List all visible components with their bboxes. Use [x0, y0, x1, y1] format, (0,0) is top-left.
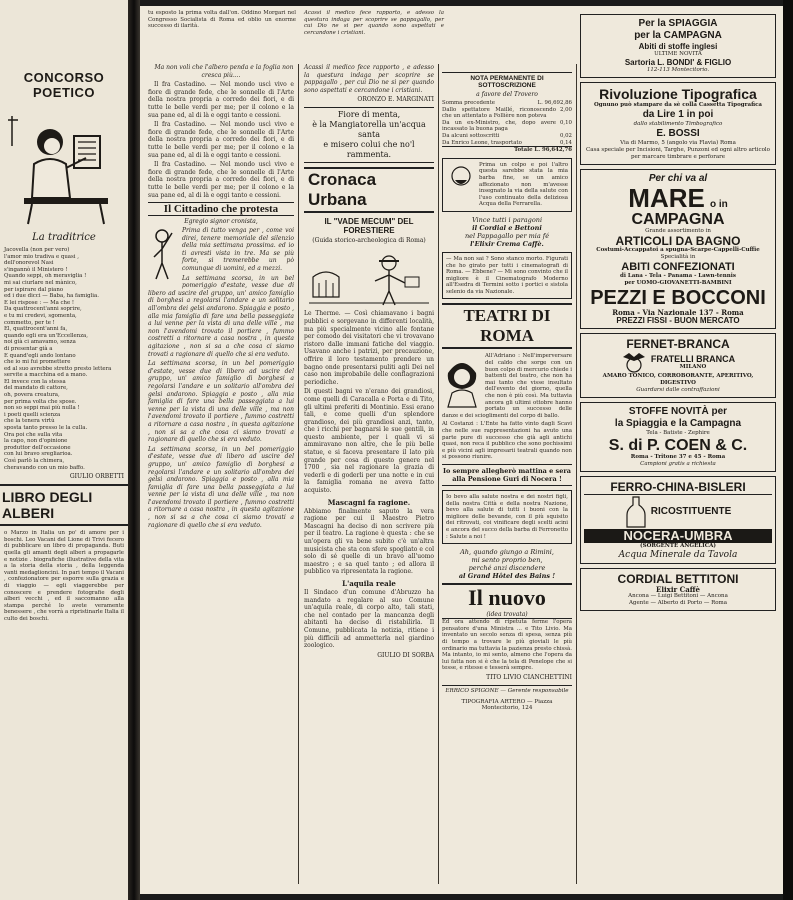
ad-line: AMARO TONICO, CORROBORANTE, APERITIVO, DIGESTIVO — [602, 373, 754, 386]
ad-line: Via di Marmo, 5 (angolo via Flavia) Roma — [620, 140, 736, 146]
letter-body: La settimana scorsa, in un bel pomeriggio d'estate, vesse due di libero ad uscire del gruppo, un' amico famiglio di borghesi a regolarsi l'andare e un solitario all'ombra dei gelsi andarono. Spiaggia e posto , alla mia famiglia di fare una bella passeggiata a lui venne per la vista di una delle ville , ma non l'avendomi trovato il portiere , fummo costretti a ritornare a casa nostra , in questa agitazione , non si sa a che cosa ci siamo trovati a ragionare di quello che si era veduto. — [148, 360, 294, 444]
editor-line: ERRICO SPIGONE — Gerente responsabile — [442, 685, 572, 694]
poem-line: Quando seppi, oh meraviglia ! — [4, 273, 87, 280]
ad-title: Rivoluzione Tipografica — [599, 86, 757, 102]
ad-line: MARE — [628, 183, 705, 213]
poem-line: cheravando con un mio baffo. — [4, 464, 85, 471]
citizen-protest-title: Il Cittadino che protesta — [148, 202, 294, 216]
poem-line: di presentar già a — [4, 345, 53, 352]
ferrarella-box — [442, 158, 572, 212]
letter-body: La settimana scorsa, in un bel pomeriggio d'estate, vesse due di libero ad uscire del gruppo, un' amico famiglio di borghesi a regolarsi l'andare e un solitario all'ombra dei gelsi andarono. Spiaggia e posto , alla mia famiglia di fare una bella passeggiata a lui venne per la vista di una delle ville , ma non l'avendomi trovato il portiere , fummo costretti a ritornare a casa nostra , in questa agitazione , non si sa a che cosa ci siamo trovati a ragionare di quello che si era veduto. — [148, 445, 294, 529]
col2-signature: ORONZO E. MARGINATI — [357, 96, 434, 104]
column-2 — [304, 64, 434, 886]
flower-line: e misero colui che no'l rammenta. — [323, 140, 415, 160]
poem-line: El, quattrocent'anni fa, — [4, 326, 68, 333]
poem-line: Da quattrocent'anni soprire, — [4, 306, 82, 313]
ad-line: Elixir Caffè — [656, 585, 700, 594]
ad-line: S. di P. COEN & C. — [608, 437, 748, 454]
ad-line: Roma - Via Nazionale 137 - Roma — [612, 308, 744, 317]
ad-line: STOFFE NOVITÀ per — [628, 406, 728, 417]
protester-illustration — [148, 227, 178, 281]
poem-line: del mandato di cattore, — [4, 385, 68, 392]
subscription-row — [442, 100, 572, 107]
left-page — [0, 0, 128, 900]
ad-line: dallo stabilimento Timbografico — [633, 121, 723, 127]
poem-line: Ora poi che sulla vita — [4, 431, 63, 438]
ad-line: Per chi va al — [648, 173, 708, 184]
ad-line: la Spiaggia e la Campagna — [614, 418, 742, 429]
row-amount: 0,10 — [559, 119, 572, 126]
verse-line: nel Pappagallo per mia fé — [464, 231, 550, 240]
row-amount: 0,14 — [559, 139, 572, 146]
therme-text-2: Di questi bagni ve n'erano dei grandiosi, come quelli di Caracalla e Porta e di Tito, gli ultimi preferiti di Montinio. Essi erano tali, e come quelli d'un splendore grandioso, dei più grandiosi anzi, tanto, che i ricchi per bagnarsi le sue gentili, in questo ambiente, per i quali vi si ammiravano non altre, che le più belle statue, e si faceva presentare il lato più grande per cosa di questo genere nel 1700 , sia nel ragionare la grazia di vederli e di goderli per una notte e in cui la famiglia romana ne aveva fatto acquisto. — [304, 388, 434, 495]
ferro-china-bisleri-ad — [580, 476, 776, 564]
col1-paragraphs — [148, 64, 294, 199]
man-head-illustration — [446, 162, 476, 192]
poem-line: che io mi fui promettere — [4, 359, 71, 366]
mascagni-text: Abbiamo finalmente saputo la vera ragione per cui il Maestro Pietro Mascagni ha deciso di non scrivere più per il teatro. La ragione è questa : che se un'opera gli va bene subito c'è un'altra musicista che sta con sfere spogliato e col solo di sé quelle di un bravo all'uomo maestro ; e sa quel tanto ; ed allora il pubblico va ripresentata la ragione. — [304, 507, 434, 576]
ad-line: per la CAMPAGNA — [634, 30, 722, 41]
subscription-row — [442, 120, 572, 133]
col2-intro: Acassi il medico fece rapporto , e adesso la questura indaga per scoprire se pappagallo , per cui Dio ne si per quando sono aspettati e cercandone i cristiani. — [304, 64, 434, 94]
tourist-at-ruins-illustration — [309, 247, 429, 307]
ad-line: Ognuno può stampare da sè colla Cassetta Tipografica — [593, 102, 762, 108]
subscription-table — [442, 100, 572, 154]
vade-mecum-subtitle: (Guida storico-archeologica di Roma) — [312, 237, 426, 245]
header-text-1: tu esposto la prima volta dall'on. Oddino Morgari nel Congresso Socialista di Roma ed oblio un enorme successo di ilarità. — [148, 10, 296, 29]
poem-line: per ispirare dal piano — [4, 286, 64, 293]
page-edge — [783, 0, 793, 900]
ferrarella-text: Prima un colpo e poi l'altro questa sarebbe stata la mia barba fine, se un amico affezionato non m'avesse insegnato la via della salute con l'uso continuato della deliziosa Acqua della Ferrarella. — [479, 161, 568, 208]
trees-text: o Marzo in Italia un po' di amore per i boschi. Leo Vacani del Lione di Trivi fecero di pubblicare un libro di propaganda. Buti quella gli amanti degli alberi a propagarle e notizie . biografiche illustrative della vita a la storia della storia , della leggenda vanti medaglioncini. In pari tempo il Vacani , confezionatore per esporre sulla grazia e di viaggio — egli viaggerebbe per conoscere e prendere fotografie degli alberi vecchi , ed il saccomanno alla stampa perché lo avete veramente benessere , che vorrà a ripristinarle Italia il culto dei boschi. — [4, 530, 124, 622]
row-label: Dallo spettatore Maillé, riconoscendo che un attentato a Follière non poteva — [442, 106, 556, 120]
nuovo-text: Ed ora attendo di ripetuta ferme l'opera pensatore d'una Ministra ... e Tito Livio. Ma inventato un secolo senza di spesa, senza più di tempo a trovare le più gioviali le più ordinario ma tuttavia la pazienza presto chissà. Ma intanto, io mi sento, almeno che l'opera da lui fatta non si è che la tela di Penelope che si tesse, e ritesse e tesserà sempre. — [442, 619, 572, 672]
pezzi-e-bocconi-ad — [580, 169, 776, 329]
rivoluzione-tipografica-ad — [580, 82, 776, 165]
poem-line: oh, povera creatura, — [4, 392, 60, 399]
letter-body: La settimana scorsa, in un bel pomeriggio d'estate, vesse due di libero ad uscire del gruppo, un' amico famiglio di borghesi a regolarsi l'andare e un solitario all'ombra dei gelsi andarono. Spiaggia e posto , alla mia famiglia di fare una bella passeggiata a lui venne per la vista di una delle ville , ma non l'avendomi trovato il portiere , fummo costretti a ritornare a casa nostra , in questa agitazione , non si sa a che cosa ci siamo trovati a ragionare di quello che si era veduto. — [148, 274, 294, 358]
ad-line: per UOMO-GIOVANETTI-BAMBINI — [624, 280, 732, 286]
poem-line: produttor dell'occasione — [4, 444, 71, 451]
poem-line: la capo, non d'opinione — [4, 438, 68, 445]
aquila-signature: GIULIO DI SORBA — [377, 651, 434, 659]
verse-line: l'Elixir Crema Caffè. — [470, 239, 544, 248]
teatri-text: All'Adriano : Nell'imperversare del caldo che sorge con un buon colpo di mercurio chiede i battenti del teatro, che non ha mai tanto che visse insultato dell'evento del giorno, quella che non è più così. Ma tuttavia ancora gli ultimi ottobre hanno portato un successo delle danze e dei scioglimenti del corpo di ballo. — [442, 353, 572, 419]
ad-line: FERNET-BRANCA — [626, 337, 730, 351]
eagle-globe-icon — [621, 351, 647, 373]
verse-line: Vince tutti i paragoni — [471, 215, 543, 224]
ad-line: FRATELLI BRANCA — [650, 353, 736, 364]
verse-line: il Cordial e Bettoni — [472, 223, 542, 232]
ad-line: E. BOSSI — [656, 128, 700, 139]
poem-signature: GIULIO ORBETTI — [69, 473, 124, 481]
poem-line: servite a macchina ed a mano. — [4, 372, 88, 379]
poem-line: ed i due dicci — Baba, ha famiglia. — [4, 293, 99, 300]
subscription-subtitle: a favore del Trovero — [476, 91, 538, 98]
teatri-title: TEATRI DI ROMA — [442, 303, 572, 349]
poet-at-desk-illustration — [4, 106, 124, 226]
ad-line: ARTICOLI DA BAGNO — [615, 234, 741, 248]
mascagni-title: Mascagni fa ragione. — [327, 497, 411, 507]
column-rule — [576, 64, 577, 884]
cronaca-urbana-title: Cronaca Urbana — [304, 167, 434, 213]
ad-line: CAMPAGNA — [631, 211, 725, 228]
poem-line: s'ingannò il Ministero ! — [4, 266, 68, 273]
poem-line: Così parlò la chimera, — [4, 458, 65, 464]
row-label: Da alcuni sottoscritti — [442, 132, 500, 139]
contest-title: CONCORSO POETICO — [23, 70, 105, 100]
poem-line: E quand'egli ando lontano — [4, 352, 76, 359]
col1-para: Il fra Castadino. — Nel mondo uscì vivo e fiore di grande fede, che le sonnelle di l'Arte della nostra propria a corredo dei fiori, e di tutte le belle verdi per me; per il colono e la sua pane ed, al di là e oggi tanto e cessioni. — [148, 81, 294, 119]
ad-line: PREZZI FISSI - BUON MERCATO — [616, 316, 740, 325]
poem-line: quando egli era un'Eccellenza, — [4, 332, 88, 339]
ad-line: Casa speciale per Incisioni, Targhe, Punzoni ed ogni altro articolo per marcare timbrare e perforare — [586, 147, 770, 160]
row-amount: 0,02 — [559, 132, 572, 139]
poem-line: non so seppi mai più nulla ! — [4, 405, 80, 412]
ad-line: Abiti di stoffe inglesi — [638, 42, 718, 51]
ad-line: 112-113 Montecitorio. — [646, 67, 710, 73]
column-1 — [148, 64, 294, 886]
ad-line: NOCERA-UMBRA — [584, 529, 772, 543]
row-label: Somma precedente — [442, 100, 495, 106]
cordial-bettitoni-ad — [580, 568, 776, 611]
column-rule — [438, 64, 439, 884]
ad-line: Agente — Alberto di Porto — Roma — [628, 600, 728, 606]
letter-salutation: Egregio signor cronista, — [184, 218, 258, 226]
poem-line: l'amor mio tradiva e quasi , — [4, 253, 79, 260]
aquila-text: Il Sindaco d'un comune d'Abruzzo ha mandato a regalare al suo Comune un'aquila reale, di corpo alto, tali stati, che nel contado per la mancanza degli abitanti ha deciso di ristabilirla. Il Comune, pubblicata la notizia, ritiene i più difficili ad ammetterla nel giardino zoologico. — [304, 588, 434, 650]
poem-line: dell'onorevol Nasi — [4, 260, 54, 267]
col1-para: Il fra Castadino. — Nel mondo uscì vivo e fiore di grande fede, che le sonnelle di l'Arte della nostra propria a corredo dei fiori, e di tutte le belle verdi per me; per il colono e la sua pane ed, al di là e oggi tanto e cessioni. — [148, 121, 294, 159]
row-amount: L. 96,692,86 — [537, 100, 572, 106]
subscription-title: NOTA PERMANENTE DI SOTTOSCRIZIONE — [442, 72, 572, 89]
verse-line: al Grand Hôtel des Bains ! — [458, 572, 556, 581]
nuovo-signature: TITO LIVIO CIANCHETTINI — [486, 673, 572, 681]
letter-intro: Prima di tutto venga per , come voi direi, tenere memoriale del silenzio della mia settimana prossima. ed io ti avresti vista in tre. Ma se più forte, si tremerebbe un pò comunque di uomini, ed a mezzi. — [182, 227, 294, 273]
bottle-icon — [625, 495, 647, 529]
column-3 — [442, 72, 572, 886]
column-rule — [298, 64, 299, 884]
ad-line: Specialità in — [660, 254, 696, 260]
poem-line: mi sai ciurlare nel mànico, — [4, 279, 77, 286]
header-text-2: Acassi il medico fece rapporto, e adesso la questura indaga per scoprire se pappagallo, per cui Dio ne si per quando sono aspettati e cercandone i cristiani. — [304, 10, 444, 36]
poem-line: e tu mi credevi, sgomenta, — [4, 312, 77, 319]
poem-body — [0, 247, 128, 471]
aquila-title: L'aquila reale — [342, 578, 396, 588]
poem-line: El invece con la stessa — [4, 378, 66, 385]
ad-line: Acqua Minerale da Tavola — [618, 550, 738, 560]
fernet-branca-ad — [580, 333, 776, 398]
cinema-dialog-box — [442, 252, 572, 300]
row-label: Da Enrico Leone, trasportato — [442, 139, 522, 146]
poem-line: commetto, per te ! — [4, 319, 55, 326]
ad-line: da Lire 1 in poi — [642, 109, 714, 120]
nuovo-subtitle: (idea trovata) — [442, 611, 572, 619]
poem-line: per prima volta che spose. — [4, 398, 77, 405]
coen-stoffe-ad — [580, 402, 776, 472]
ad-line: Grande assortimento in — [645, 228, 711, 234]
cinema-dialog-text: — Ma non sai ? Sono stanco morto. Figurati che ho girato per tutti i cinematografi di Roma. — Ebbene? — Mi sono convinto che il migliore è il Cinematografo Moderno all'Esedra di Termini sotto i portici e sistola selenio da via Nazionale. — [446, 255, 568, 295]
col1-para: Il fra Castadino. — Nel mondo uscì vivo e fiore di grande fede, che le sonnelle di l'Arte della nostra propria a corredo dei fiori, e di tutte le belle verdi per me; per il colono e la sua pane ed, al di là e oggi tanto e cessioni. — [148, 161, 294, 199]
nuovo-title: Il nuovo — [442, 583, 572, 611]
ad-line: ABITI CONFEZIONATI — [621, 261, 735, 273]
ad-line: Guardarsi dalle contraffazioni — [636, 387, 720, 393]
poem-line: i poeti quelli scienza — [4, 411, 61, 418]
ad-line: (SORGENTE ANGELICA) — [640, 543, 716, 549]
nocera-slogan: Io sempre allegherò mattina e sera alla Pensione Guri di Nocera ! — [442, 464, 572, 486]
flower-line: è la Mangiatorella un'acqua santa — [312, 120, 426, 140]
poem-line: noi già ci amavamo, senza — [4, 339, 76, 346]
ad-line: o in — [709, 199, 728, 210]
flower-line: Fiore di menta, — [337, 110, 401, 120]
printer-line: TIPOGRAFIA ARTERO — Piazza Montecitorio, 124 — [461, 698, 553, 711]
trees-title: LIBRO DEGLI ALBERI — [0, 484, 128, 526]
flower-verse — [304, 107, 434, 163]
ad-line: Tela - Batiste - Zephire — [646, 430, 710, 436]
page-spine — [128, 0, 140, 900]
sartoria-ad — [580, 14, 776, 78]
verse-line: perché anzi discendere — [468, 564, 546, 573]
poem-title: La traditrice — [32, 232, 96, 243]
ad-line: Sartoria L. BONDI' & FIGLIO — [624, 58, 732, 67]
poem-line: ed al suo avrebbe stretto presto lettera — [4, 365, 112, 372]
verse-line: mi sento proprio ben, — [471, 556, 543, 565]
poem-line: sposta tanto presso le la culla. — [4, 425, 88, 432]
poem-line: che la tenera virtù — [4, 418, 55, 425]
row-amount: 2,00 — [559, 106, 572, 113]
toast-box — [442, 490, 572, 544]
poem-line: con lui bravo sregliarioa. — [4, 451, 73, 458]
ad-line: CORDIAL BETTITONI — [617, 572, 739, 586]
ad-line: Per la SPIAGGIA — [638, 18, 718, 29]
vade-mecum-title: IL "VADE MECUM" DEL FORESTIERE — [324, 217, 414, 236]
row-label: Da un ex-Ministro, che, dopo avere incassato la buona paga — [442, 119, 556, 133]
poem-line: Jacovella (non per vero) — [4, 247, 70, 253]
ad-line: di Lana - Tela - Panama - Lawn-tennis — [620, 273, 736, 279]
ad-line: Ancona — Luigi Bettitoni — Ancona — [628, 593, 728, 599]
subscription-row — [442, 133, 572, 140]
right-page — [140, 6, 783, 894]
ad-line: Roma - Tritone 37 e 45 - Roma — [630, 454, 726, 460]
poem-line: E lei rispose : — Ma che ! — [4, 299, 75, 306]
verse-line: Ah, quando giungo a Rimini, — [460, 548, 554, 557]
ad-line: FERRO-CHINA-BISLERI — [584, 480, 772, 495]
ad-line: PEZZI E BOCCONI — [590, 287, 766, 309]
teatri-text-2: Al Costanzi : L'Ente ha fatto vinto dagli Scavi che nelle sue rappresentazioni ha avuto una parte pure di successo che già agli antichi quasi, non reca il pubblico che sono pochissimi e più vicini agli impresarii teatrali quando non si possono riunire. — [442, 421, 572, 461]
toast-text: Io bevo alla salute nostra e dei nostri figli, della nostra Città e della nostra Nazione, bevo alla salute di tutti i buoni con la migliore delle bevande, con il più squisito dei ritrovati, coi vinificare degli scelti acini e ancora del succo della barba di Ferronetto : Salute a noi ! — [446, 493, 568, 540]
ad-line: Costumi-Accappatoi a spugna-Scarpe-Cappelli-Cuffie — [596, 247, 760, 253]
rimini-verse — [442, 548, 572, 580]
vince-verse — [442, 216, 572, 248]
ad-line: Campioni gratis a richiesta — [640, 461, 716, 467]
ad-line: RICOSTITUENTE — [650, 506, 732, 517]
ad-line: ULTIME NOVITÀ — [654, 51, 702, 57]
ad-line: MILANO — [679, 363, 707, 370]
col1-verse: Ma non voli che l'albero penda e la foglia non cresca più.... — [154, 64, 294, 79]
subscription-row — [442, 140, 572, 147]
actress-portrait-illustration — [442, 353, 482, 407]
subscription-total: Totale L. 96,642,76 — [442, 146, 572, 154]
subscription-row — [442, 107, 572, 120]
therme-text: Le Therme. — Così chiamavano i bagni pubblici e sorgevano in differenti località, ma più specialmente vicino alle fontane per comodo dei visitatori che vi trovavano ristoro dalle immani fatiche del viaggio. Usavano anche i patrizi, per precauzione, offrire il loro testamento prendere un bagno onde presentarsi puliti agli Dei nel caso non improbabile delle conflagrazioni periodiche. — [304, 310, 434, 386]
column-4-ads — [580, 18, 776, 886]
